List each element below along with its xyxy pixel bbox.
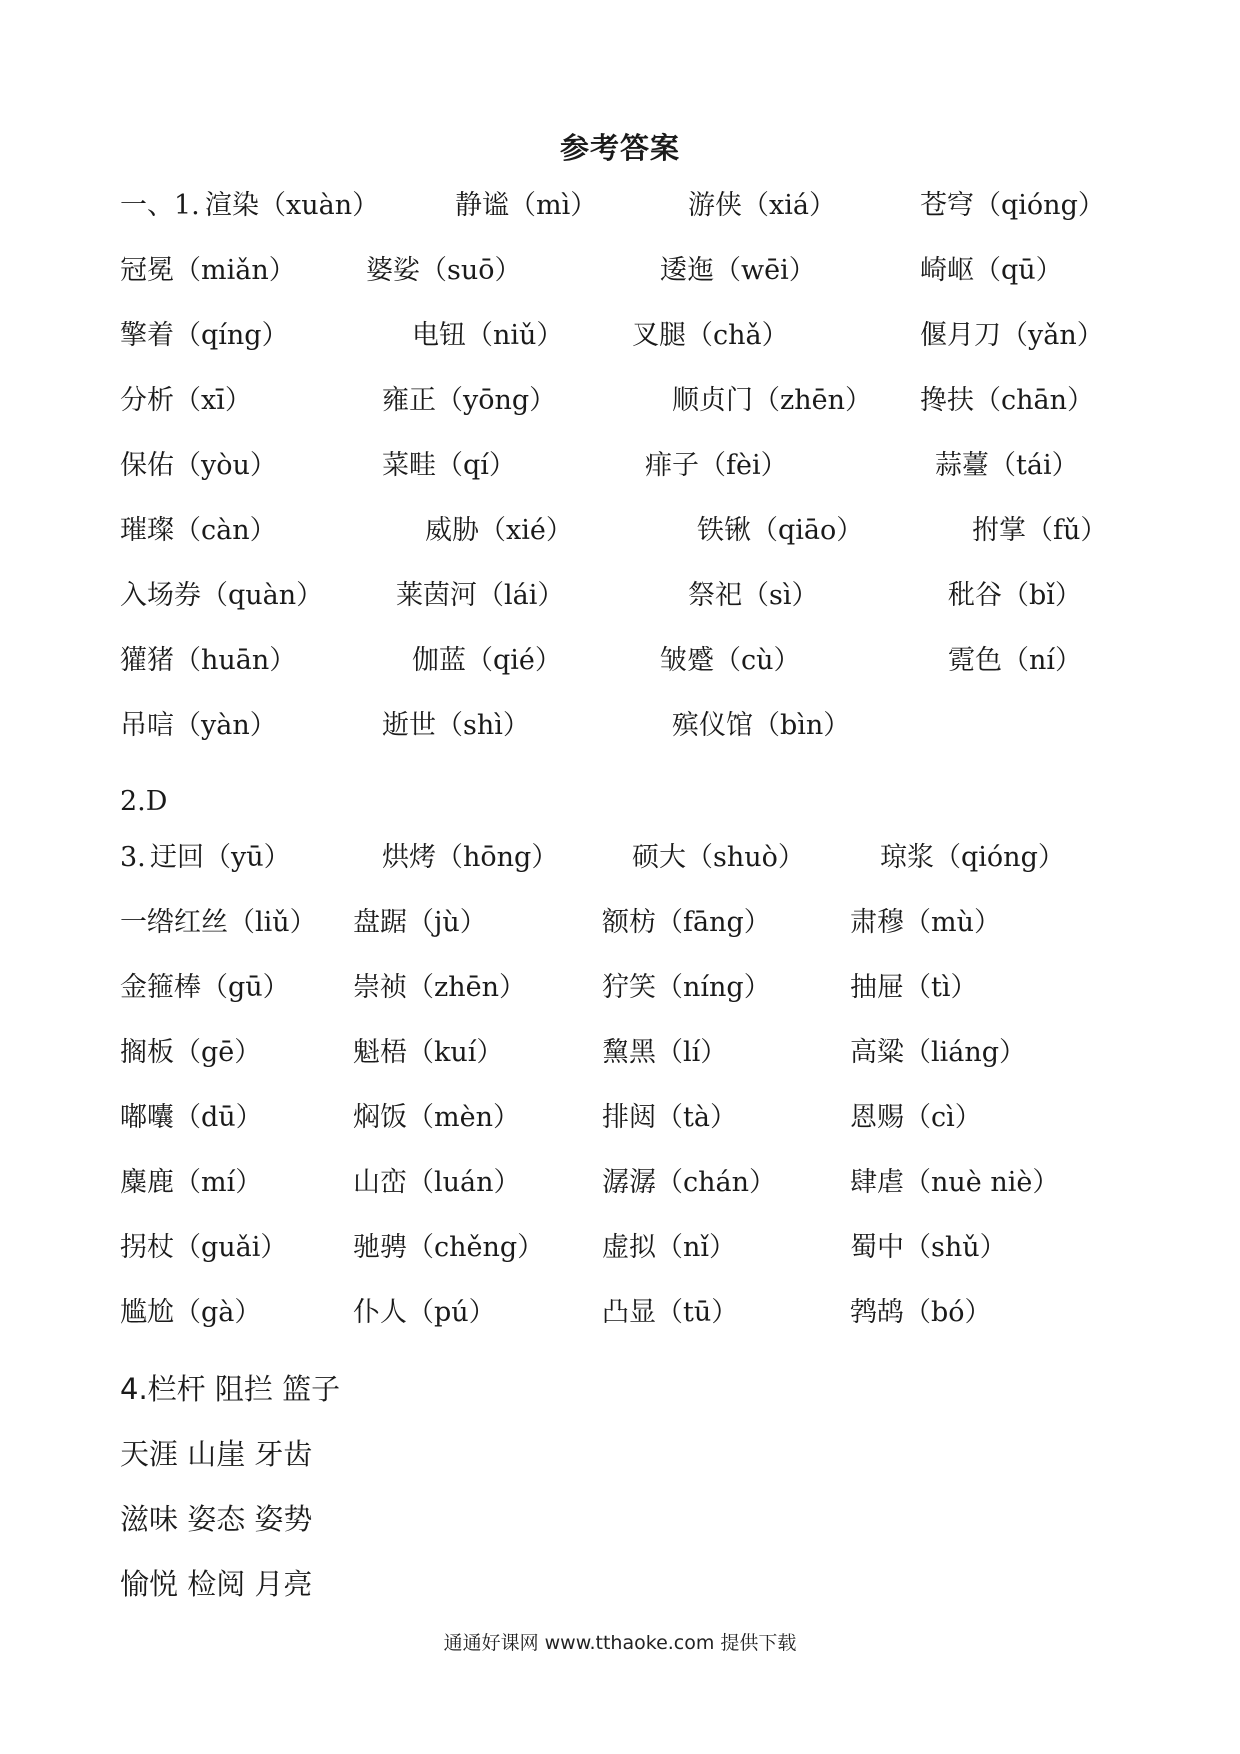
pinyin: （kuí） <box>407 1037 504 1068</box>
pinyin-entry <box>396 576 564 616</box>
pinyin: （cù） <box>714 645 801 676</box>
word: 璀璨 <box>120 515 174 546</box>
word: 拊掌 <box>972 515 1026 546</box>
pinyin: （tì） <box>904 972 978 1003</box>
pinyin-entry <box>850 1293 992 1333</box>
pinyin: （guǎi） <box>174 1232 288 1263</box>
pinyin-entry <box>602 1033 727 1073</box>
pinyin-entry <box>425 511 573 551</box>
word: 焖饭 <box>353 1102 407 1133</box>
pinyin: （mèn） <box>407 1102 520 1133</box>
pinyin-entry <box>935 446 1079 486</box>
word: 分析 <box>120 385 174 416</box>
pinyin: （qíng） <box>174 320 289 351</box>
word: 肆虐 <box>850 1167 904 1198</box>
pinyin-entry <box>205 186 379 226</box>
pinyin-entry <box>850 1163 1059 1203</box>
pinyin-entry <box>602 1228 736 1268</box>
pinyin: （qié） <box>466 645 562 676</box>
pinyin: （nuè niè） <box>904 1167 1060 1198</box>
pinyin-entry <box>382 838 558 878</box>
pinyin-entry <box>688 576 819 616</box>
pinyin: （shì） <box>436 710 530 741</box>
pinyin-entry <box>353 1033 503 1073</box>
pinyin-entry <box>660 641 801 681</box>
pinyin: （jù） <box>407 907 487 938</box>
word: 雍正 <box>382 385 436 416</box>
word: 偃月刀 <box>920 320 1001 351</box>
pinyin-entry <box>120 641 296 681</box>
page-title: 参考答案 <box>559 131 680 165</box>
pinyin-entry <box>850 968 978 1008</box>
word: 嘟囔 <box>120 1102 174 1133</box>
section-1-label: 一、1. <box>120 190 200 221</box>
pinyin: （níng） <box>656 972 771 1003</box>
word: 搀扶 <box>920 385 974 416</box>
pinyin: （xuàn） <box>259 190 380 221</box>
pinyin: （fèi） <box>699 450 788 481</box>
pinyin-entry <box>632 838 805 878</box>
word-group-line: 滋味 姿态 姿势 <box>120 1502 313 1536</box>
word: 迂回 <box>150 842 204 873</box>
word-group-line: 愉悦 检阅 月亮 <box>120 1567 313 1601</box>
pinyin-entry <box>120 1033 261 1073</box>
pinyin: （luán） <box>407 1167 521 1198</box>
pinyin: （fāng） <box>656 907 771 938</box>
word-group-line: 天涯 山崖 牙齿 <box>120 1437 313 1471</box>
word-group-line: 4.栏杆 阻拦 篮子 <box>120 1372 341 1406</box>
pinyin: （qióng） <box>974 190 1105 221</box>
pinyin: （chān） <box>974 385 1094 416</box>
pinyin-entry <box>150 838 291 878</box>
pinyin-entry <box>602 1293 738 1333</box>
word: 痱子 <box>645 450 699 481</box>
pinyin-entry <box>697 511 863 551</box>
pinyin-entry <box>353 1228 544 1268</box>
pinyin-entry <box>920 186 1105 226</box>
pinyin: （lí） <box>656 1037 728 1068</box>
pinyin-entry <box>920 251 1063 291</box>
pinyin-entry <box>120 446 277 486</box>
word: 蒜薹 <box>935 450 989 481</box>
word: 尴尬 <box>120 1297 174 1328</box>
pinyin: （xié） <box>479 515 573 546</box>
word: 冠冕 <box>120 255 174 286</box>
pinyin: （nǐ） <box>656 1232 737 1263</box>
pinyin-entry <box>412 641 562 681</box>
word: 驰骋 <box>353 1232 407 1263</box>
pinyin: （chěng） <box>407 1232 545 1263</box>
pinyin: （zhēn） <box>753 385 872 416</box>
word: 秕谷 <box>948 580 1002 611</box>
pinyin: （hōng） <box>436 842 559 873</box>
word: 琼浆 <box>880 842 934 873</box>
pinyin-entry <box>353 1293 496 1333</box>
pinyin-entry <box>120 316 289 356</box>
pinyin-entry <box>602 903 771 943</box>
pinyin: （lái） <box>477 580 565 611</box>
word: 威胁 <box>425 515 479 546</box>
pinyin-entry <box>120 706 277 746</box>
pinyin: （gū） <box>201 972 290 1003</box>
section-3-label: 3. <box>120 842 146 873</box>
pinyin: （xī） <box>174 385 252 416</box>
pinyin: （tái） <box>989 450 1079 481</box>
pinyin-entry <box>382 706 530 746</box>
word: 逝世 <box>382 710 436 741</box>
word: 仆人 <box>353 1297 407 1328</box>
pinyin-entry <box>120 968 290 1008</box>
word: 一绺红丝 <box>120 907 228 938</box>
pinyin: （miǎn） <box>174 255 296 286</box>
footer: 通通好课网 www.tthaoke.com 提供下载 <box>443 1632 797 1654</box>
word: 电钮 <box>412 320 466 351</box>
word: 麋鹿 <box>120 1167 174 1198</box>
word: 吊唁 <box>120 710 174 741</box>
word: 游侠 <box>688 190 742 221</box>
pinyin-entry <box>120 511 277 551</box>
word: 排闼 <box>602 1102 656 1133</box>
pinyin: （qiāo） <box>751 515 864 546</box>
pinyin-entry <box>120 576 323 616</box>
pinyin-entry <box>948 576 1082 616</box>
word: 渲染 <box>205 190 259 221</box>
pinyin-entry <box>455 186 597 226</box>
word: 霓色 <box>948 645 1002 676</box>
word: 静谧 <box>455 190 509 221</box>
pinyin: （mí） <box>174 1167 263 1198</box>
pinyin: （suō） <box>420 255 522 286</box>
word: 擎着 <box>120 320 174 351</box>
word: 铁锹 <box>697 515 751 546</box>
word: 烘烤 <box>382 842 436 873</box>
word: 入场券 <box>120 580 201 611</box>
pinyin: （bǐ） <box>1002 580 1082 611</box>
pinyin: （yǎn） <box>1001 320 1104 351</box>
pinyin: （liáng） <box>904 1037 1027 1068</box>
pinyin: （shǔ） <box>904 1232 1007 1263</box>
pinyin: （liǔ） <box>228 907 317 938</box>
word: 逶迤 <box>660 255 714 286</box>
pinyin: （gē） <box>174 1037 262 1068</box>
pinyin: （dū） <box>174 1102 263 1133</box>
pinyin-entry <box>412 316 563 356</box>
word: 皱蹙 <box>660 645 714 676</box>
word: 蜀中 <box>850 1232 904 1263</box>
word: 潺潺 <box>602 1167 656 1198</box>
word: 莱茵河 <box>396 580 477 611</box>
pinyin-entry <box>948 641 1082 681</box>
pinyin-entry <box>688 186 836 226</box>
pinyin-entry <box>850 1033 1026 1073</box>
pinyin: （tū） <box>656 1297 739 1328</box>
pinyin-entry <box>660 251 816 291</box>
pinyin-entry <box>382 381 556 421</box>
pinyin: （qióng） <box>934 842 1065 873</box>
pinyin: （fǔ） <box>1026 515 1108 546</box>
pinyin: （tà） <box>656 1102 737 1133</box>
pinyin-entry <box>382 446 516 486</box>
word: 高粱 <box>850 1037 904 1068</box>
pinyin: （qū） <box>974 255 1063 286</box>
pinyin-entry <box>920 381 1094 421</box>
word: 拐杖 <box>120 1232 174 1263</box>
pinyin-entry <box>880 838 1065 878</box>
pinyin: （zhēn） <box>407 972 526 1003</box>
pinyin-entry <box>366 251 522 291</box>
word: 硕大 <box>632 842 686 873</box>
pinyin: （yū） <box>204 842 291 873</box>
pinyin-entry <box>602 1098 737 1138</box>
word: 金箍棒 <box>120 972 201 1003</box>
word: 獾猪 <box>120 645 174 676</box>
pinyin-entry <box>120 1228 287 1268</box>
pinyin: （huān） <box>174 645 297 676</box>
pinyin-entry <box>120 251 296 291</box>
word: 山峦 <box>353 1167 407 1198</box>
pinyin-entry <box>632 316 789 356</box>
word: 恩赐 <box>850 1102 904 1133</box>
pinyin-entry <box>353 1098 520 1138</box>
pinyin: （chǎ） <box>686 320 789 351</box>
pinyin: （yōng） <box>436 385 557 416</box>
word: 崇祯 <box>353 972 407 1003</box>
pinyin: （xiá） <box>742 190 836 221</box>
pinyin-entry <box>850 1098 982 1138</box>
word: 伽蓝 <box>412 645 466 676</box>
pinyin: （cì） <box>904 1102 982 1133</box>
pinyin-entry <box>672 381 872 421</box>
word: 苍穹 <box>920 190 974 221</box>
pinyin: （pú） <box>407 1297 496 1328</box>
word: 虚拟 <box>602 1232 656 1263</box>
pinyin-entry <box>120 1293 261 1333</box>
pinyin: （shuò） <box>686 842 805 873</box>
word: 黧黑 <box>602 1037 656 1068</box>
pinyin-entry <box>850 903 1001 943</box>
pinyin-entry <box>602 968 771 1008</box>
pinyin: （sì） <box>742 580 819 611</box>
pinyin: （chán） <box>656 1167 776 1198</box>
word: 叉腿 <box>632 320 686 351</box>
pinyin-entry <box>672 706 850 746</box>
pinyin-entry <box>850 1228 1007 1268</box>
pinyin-entry <box>602 1163 776 1203</box>
word: 搁板 <box>120 1037 174 1068</box>
word: 凸显 <box>602 1297 656 1328</box>
pinyin: （mì） <box>509 190 598 221</box>
pinyin-entry <box>972 511 1107 551</box>
word: 顺贞门 <box>672 385 753 416</box>
pinyin-entry <box>353 1163 521 1203</box>
word: 抽屉 <box>850 972 904 1003</box>
pinyin-entry <box>353 903 487 943</box>
pinyin: （qí） <box>436 450 516 481</box>
word: 魁梧 <box>353 1037 407 1068</box>
pinyin: （mù） <box>904 907 1001 938</box>
pinyin-entry <box>920 316 1104 356</box>
word: 殡仪馆 <box>672 710 753 741</box>
pinyin: （yòu） <box>174 450 277 481</box>
word: 狞笑 <box>602 972 656 1003</box>
word: 盘踞 <box>353 907 407 938</box>
word: 保佑 <box>120 450 174 481</box>
pinyin-entry <box>120 381 252 421</box>
word: 菜畦 <box>382 450 436 481</box>
pinyin: （niǔ） <box>466 320 564 351</box>
word: 祭祀 <box>688 580 742 611</box>
word: 鹁鸪 <box>850 1297 904 1328</box>
pinyin: （bó） <box>904 1297 992 1328</box>
pinyin-entry <box>120 903 317 943</box>
pinyin: （bìn） <box>753 710 851 741</box>
pinyin-entry <box>645 446 788 486</box>
pinyin: （càn） <box>174 515 277 546</box>
pinyin: （yàn） <box>174 710 277 741</box>
pinyin-entry <box>353 968 526 1008</box>
word: 婆娑 <box>366 255 420 286</box>
pinyin-entry <box>120 1098 263 1138</box>
word: 额枋 <box>602 907 656 938</box>
pinyin: （quàn） <box>201 580 324 611</box>
word: 肃穆 <box>850 907 904 938</box>
pinyin: （wēi） <box>714 255 816 286</box>
pinyin: （ní） <box>1002 645 1083 676</box>
pinyin-entry <box>120 1163 262 1203</box>
section-2-answer: 2.D <box>120 786 168 817</box>
pinyin: （gà） <box>174 1297 262 1328</box>
word: 崎岖 <box>920 255 974 286</box>
